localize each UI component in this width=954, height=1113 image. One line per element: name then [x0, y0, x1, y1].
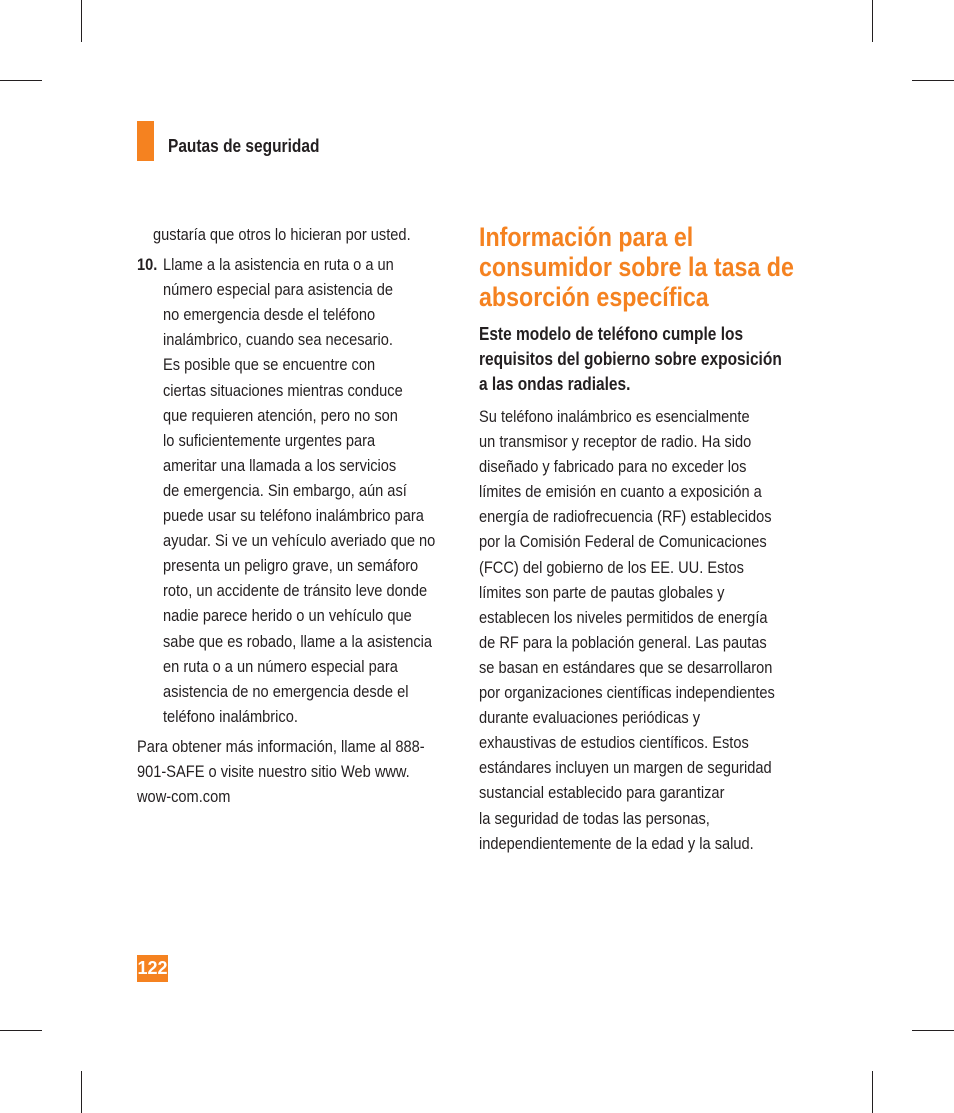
- list-item-10: [137, 252, 457, 729]
- text-line: por la Comisión Federal de Comunicaciones: [479, 532, 767, 552]
- list-item-number: 10.: [137, 255, 158, 275]
- crop-mark-top-right: [872, 0, 873, 42]
- text-line: sabe que es robado, llame a la asistencia: [163, 631, 433, 651]
- text-line: durante evaluaciones periódicas y: [479, 708, 701, 728]
- text-line: roto, un accidente de tránsito leve donde: [163, 581, 428, 601]
- text-line: diseñado y fabricado para no exceder los: [479, 457, 747, 477]
- text-line: un transmisor y receptor de radio. Ha sido: [479, 432, 752, 452]
- text-line: (FCC) del gobierno de los EE. UU. Estos: [479, 557, 744, 577]
- text-line: wow-com.com: [137, 787, 231, 807]
- text-line: exhaustivas de estudios científicos. Estos: [479, 733, 749, 753]
- crop-mark-left-top: [0, 80, 42, 81]
- text-line: Es posible que se encuentre con: [163, 355, 376, 375]
- left-column: [137, 222, 457, 809]
- text-line: requisitos del gobierno sobre exposición: [479, 349, 782, 369]
- text-line: número especial para asistencia de: [163, 280, 393, 300]
- crop-mark-right-top: [912, 80, 954, 81]
- text-line: estándares incluyen un margen de seguridad: [479, 758, 772, 778]
- list-item-text: [163, 252, 436, 729]
- text-line: que requieren atención, pero no son: [163, 405, 398, 425]
- heading-line: absorción específica: [479, 282, 709, 312]
- section-title: Pautas de seguridad: [168, 136, 320, 156]
- crop-mark-left-bottom: [0, 1030, 42, 1031]
- crop-mark-bottom-right: [872, 1071, 873, 1113]
- text-line: se basan en estándares que se desarrollaron: [479, 657, 773, 677]
- text-line: establecen los niveles permitidos de energía: [479, 607, 768, 627]
- continuation-text: gustaría que otros lo hicieran por usted.: [153, 225, 411, 244]
- page-number: 122: [137, 955, 168, 982]
- text-line: ciertas situaciones mientras conduce: [163, 380, 403, 400]
- text-line: lo suficientemente urgentes para: [163, 430, 376, 450]
- text-line: de RF para la población general. Las pautas: [479, 632, 767, 652]
- section-heading: [479, 222, 794, 312]
- text-line: a las ondas radiales.: [479, 374, 631, 394]
- heading-line: Información para el: [479, 222, 694, 252]
- text-line: Este modelo de teléfono cumple los: [479, 324, 744, 344]
- body-paragraph: [479, 404, 775, 856]
- text-line: ayudar. Si ve un vehículo averiado que no: [163, 531, 436, 551]
- text-line: la seguridad de todas las personas,: [479, 808, 710, 828]
- crop-mark-bottom-left: [81, 1071, 82, 1113]
- text-line: Para obtener más información, llame al 888-: [137, 736, 425, 756]
- heading-line: consumidor sobre la tasa de: [479, 252, 794, 282]
- section-marker-bar: [137, 121, 154, 161]
- text-line: límites son parte de pautas globales y: [479, 582, 725, 602]
- text-line: por organizaciones científicas independientes: [479, 683, 775, 703]
- text-line: no emergencia desde el teléfono: [163, 305, 376, 325]
- crop-mark-top-left: [81, 0, 82, 42]
- text-line: Su teléfono inalámbrico es esencialmente: [479, 407, 750, 426]
- text-line: asistencia de no emergencia desde el: [163, 681, 409, 701]
- text-line: sustancial establecido para garantizar: [479, 783, 725, 803]
- text-line: límites de emisión en cuanto a exposición a: [479, 482, 762, 502]
- text-line: energía de radiofrecuencia (RF) establecidos: [479, 507, 772, 527]
- crop-mark-right-bottom: [912, 1030, 954, 1031]
- text-line: en ruta o a un número especial para: [163, 656, 398, 676]
- text-line: presenta un peligro grave, un semáforo: [163, 556, 419, 576]
- right-column: [479, 222, 809, 856]
- text-line: inalámbrico, cuando sea necesario.: [163, 330, 393, 350]
- text-line: teléfono inalámbrico.: [163, 706, 298, 726]
- text-line: nadie parece herido o un vehículo que: [163, 606, 412, 626]
- text-line: puede usar su teléfono inalámbrico para: [163, 506, 424, 526]
- text-line: 901-SAFE o visite nuestro sitio Web www.: [137, 761, 410, 781]
- text-line: Llame a la asistencia en ruta o a un: [163, 255, 394, 275]
- text-line: ameritar una llamada a los servicios: [163, 455, 397, 475]
- text-line: independientemente de la edad y la salud.: [479, 833, 754, 853]
- intro-paragraph: [479, 322, 782, 397]
- info-paragraph: [137, 734, 425, 809]
- text-line: de emergencia. Sin embargo, aún así: [163, 480, 407, 500]
